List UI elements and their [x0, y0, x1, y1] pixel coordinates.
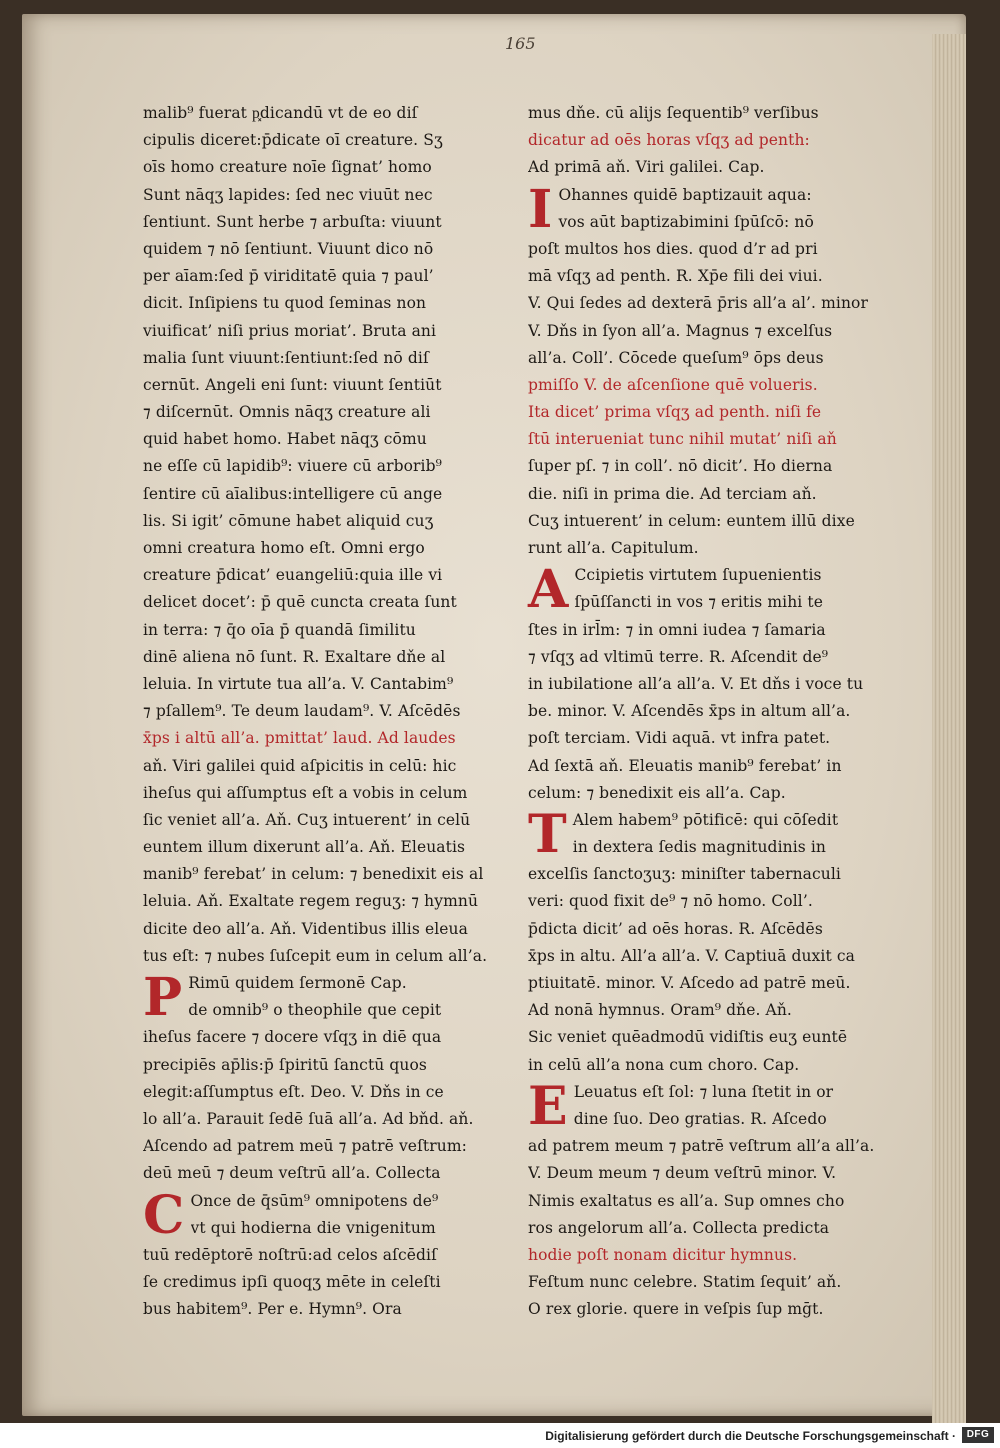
left-text-line — [143, 807, 493, 834]
right-text-line — [528, 100, 878, 127]
right-text-line — [528, 916, 878, 943]
line-text: ⁊ vſqʒ ad vltimū terre. R. Aſcendit de⁹ — [528, 647, 829, 666]
left-text-line — [143, 698, 493, 725]
line-text: ⁊ pſallem⁹. Te deum laudam⁹. V. Aſcēdēs — [143, 702, 461, 721]
line-text: dicit. Inſipiens tu quod ſeminas non — [143, 294, 427, 313]
left-text-line — [143, 644, 493, 671]
line-text: tus eſt: ⁊ nubes ſuſcepit eum in celum all’a. — [143, 946, 488, 965]
line-text: in dextera ſedis magnitudinis in — [572, 838, 827, 857]
left-text-line — [143, 617, 493, 644]
left-text-line — [143, 263, 493, 290]
left-column — [143, 100, 493, 1323]
line-text: ſpūſſancti in vos ⁊ eritis mihi te — [574, 593, 823, 612]
line-text: quid habet homo. Habet nāqʒ cōmu — [143, 430, 427, 449]
line-text: celum: ⁊ benedixit eis all’a. Cap. — [528, 783, 786, 802]
line-text: manib⁹ ferebat’ in celum: ⁊ benedixit eis al — [143, 865, 484, 884]
left-text-line — [188, 997, 493, 1024]
right-text-line — [528, 1215, 878, 1242]
line-text: dinē aliena nō ſunt. R. Exaltare dňe al — [143, 647, 446, 666]
line-text: Alem habem⁹ pōtificē: qui cōſedit — [572, 810, 839, 829]
right-text-line — [528, 1024, 878, 1051]
decorated-initial: E — [528, 1075, 568, 1137]
line-text: bus habitem⁹. Per e. Hymn⁹. Ora — [143, 1300, 402, 1319]
left-text-line — [143, 508, 493, 535]
right-text-line — [528, 997, 878, 1024]
line-text: O rex glorie. quere in veſpis ſup mḡt. — [528, 1300, 824, 1319]
left-text-line — [143, 1160, 493, 1187]
line-text: Rimū quidem ſermonē Cap. — [188, 974, 407, 992]
line-text: ne eſſe cū lapidib⁹: viuere cū arborib⁹ — [143, 457, 442, 476]
left-text-line — [143, 1024, 493, 1051]
line-text: runt all’a. Capitulum. — [528, 539, 699, 557]
left-text-line — [143, 1269, 493, 1296]
line-text: ⁊ diſcernūt. Omnis nāqʒ creature ali — [143, 403, 431, 422]
line-text: in iubilatione all’a all’a. V. Et dňs i voce tu — [528, 674, 864, 693]
line-text: p̄dicta dicit’ ad oēs horas. R. Aſcēdēs — [528, 919, 823, 938]
line-text: Ccipietis virtutem ſupuenientis — [574, 566, 822, 585]
line-text: de omnib⁹ o theophile que cepit — [188, 1001, 442, 1020]
dfg-logo: DFG — [962, 1427, 994, 1443]
left-text-line — [143, 399, 493, 426]
line-text: Sic veniet quēadmodū vidiſtis euʒ euntē — [528, 1028, 848, 1047]
left-text-line — [143, 154, 493, 181]
right-text-line — [528, 1133, 878, 1160]
line-text: dicatur ad oēs horas vſqʒ ad penth: — [528, 131, 810, 150]
line-text: ſuper pſ. ⁊ in coll’. nō dicit’. Ho dierna — [528, 457, 833, 476]
right-text-line — [528, 535, 878, 562]
right-text-line — [528, 372, 878, 399]
line-text: malib⁹ fuerat p͓dicandū vt de eo diſ — [143, 104, 418, 122]
line-text: lo all’a. Parauit ſedē ſuā all’a. Ad bňd. aň. — [143, 1109, 474, 1128]
line-text: ſic veniet all’a. Aň. Cuʒ intuerent’ in celū — [143, 810, 471, 829]
line-text: delicet docet’: p̄ quē cuncta creata ſunt — [143, 593, 457, 612]
decorated-initial: P — [143, 967, 183, 1028]
line-text: euntem illum dixerunt all’a. Aň. Eleuatis — [143, 838, 466, 857]
line-text: ſentiunt. Sunt herbe ⁊ arbuſta: viuunt — [143, 212, 442, 231]
right-text-line — [528, 1052, 878, 1079]
right-text-line — [528, 671, 878, 698]
right-text-line — [558, 209, 878, 236]
line-text: Cuʒ intuerent’ in celum: euntem illū dixe — [528, 511, 855, 530]
left-text-line — [191, 1215, 494, 1242]
right-text-line — [574, 589, 878, 616]
right-text-line — [528, 236, 878, 263]
line-text: Ohannes quidē baptizauit aqua: — [558, 185, 812, 204]
footer-bar — [0, 1423, 1000, 1448]
left-text-line — [143, 725, 493, 752]
line-text: veri: quod fixit de⁹ ⁊ nō homo. Coll’. — [528, 892, 813, 911]
left-text-line — [143, 535, 493, 562]
right-text-line — [528, 753, 878, 780]
line-text: V. Qui ſedes ad dexterā p̄ris all’a al’. minor — [528, 294, 868, 313]
left-text-line — [143, 1079, 493, 1106]
right-column — [528, 100, 878, 1323]
decorated-initial: C — [143, 1184, 185, 1246]
line-text: quidem ⁊ nō ſentiunt. Viuunt dico nō — [143, 239, 434, 258]
right-text-line — [528, 263, 878, 290]
line-text: creature p̄dicat’ euangeliū:quia ille vi — [143, 566, 443, 585]
line-text: cernūt. Angeli eni ſunt: viuunt ſentiūt — [143, 375, 442, 394]
left-text-line — [143, 1296, 493, 1323]
right-text-line — [528, 1160, 878, 1187]
right-text-line — [528, 1296, 878, 1323]
left-text-line — [143, 209, 493, 236]
line-text: precipiēs ap̄lis:p̄ ſpiritū ſanctū quos — [143, 1055, 427, 1074]
left-text-line — [143, 290, 493, 317]
line-text: Nimis exaltatus es all’a. Sup omnes cho — [528, 1191, 845, 1210]
line-text: Ad primā aň. Viri galilei. Cap. — [528, 158, 765, 177]
folio-number: 165 — [505, 34, 536, 53]
left-text-line — [143, 127, 493, 154]
decorated-initial: I — [528, 178, 553, 240]
line-text: Ad ſextā aň. Eleuatis manib⁹ ferebat’ in — [528, 756, 842, 775]
right-text-line — [528, 290, 878, 317]
decorated-initial: T — [528, 803, 567, 865]
line-text: omni creatura homo eſt. Omni ergo — [143, 539, 425, 557]
left-text-line — [143, 1133, 493, 1160]
line-text: tuū redēptorē noſtrū:ad celos aſcēdiſ — [143, 1245, 437, 1264]
left-text-line — [143, 100, 493, 127]
line-text: ſe credimus ipſi quoqʒ mēte in celeſti — [143, 1273, 441, 1292]
right-text-line — [528, 1188, 878, 1215]
left-text-line — [143, 1052, 493, 1079]
right-text-line — [528, 127, 878, 154]
right-text-line — [528, 780, 878, 807]
right-text-line — [528, 644, 878, 671]
line-text: x̄ps in altu. All’a all’a. V. Captiuā duxit ca — [528, 946, 855, 965]
line-text: malia ſunt viuunt:ſentiunt:ſed nō diſ — [143, 348, 429, 367]
left-text-line — [143, 1242, 493, 1269]
line-text: ros angelorum all’a. Collecta predicta — [528, 1218, 830, 1237]
line-text: excelſis ſanctoʒuʒ: miniſter tabernaculi — [528, 865, 841, 884]
right-text-line — [528, 453, 878, 480]
decorated-initial: A — [528, 559, 569, 621]
left-text-line — [143, 753, 493, 780]
left-text-line — [143, 453, 493, 480]
line-text: ptiuitatē. minor. V. Aſcedo ad patrē meū. — [528, 974, 851, 992]
line-text: all’a. Coll’. Cōcede queſum⁹ ōps deus — [528, 348, 824, 367]
line-text: ad patrem meum ⁊ patrē veſtrum all’a all’a. — [528, 1137, 875, 1156]
right-text-line — [528, 508, 878, 535]
right-text-line — [528, 970, 878, 997]
right-text-line — [574, 1106, 878, 1133]
page-edge — [932, 34, 966, 1423]
right-text-line — [528, 154, 878, 181]
line-text: elegit:aſſumptus eſt. Deo. V. Dňs in ce — [143, 1082, 444, 1101]
left-text-line — [143, 943, 493, 970]
line-text: aň. Viri galilei quid aſpicitis in celū: hic — [143, 756, 457, 775]
line-text: V. Dňs in ſyon all’a. Magnus ⁊ excelſus — [528, 321, 833, 340]
left-text-line — [143, 671, 493, 698]
line-text: Aſcendo ad patrem meū ⁊ patrē veſtrum: — [143, 1137, 467, 1156]
line-text: Once de q̄sūm⁹ omnipotens de⁹ — [190, 1191, 439, 1210]
left-text-line — [143, 861, 493, 888]
line-text: Sunt nāqʒ lapides: ſed nec viuūt nec — [143, 185, 433, 204]
right-text-line — [528, 426, 878, 453]
line-text: iheſus qui aſſumptus eſt a vobis in celum — [143, 783, 468, 802]
right-text-line — [528, 888, 878, 915]
line-text: V. Deum meum ⁊ deum veſtrū minor. V. — [528, 1164, 837, 1183]
line-text: oīs homo creature noīe ſignat’ homo — [143, 158, 432, 177]
left-text-line — [143, 345, 493, 372]
line-text: leluia. Aň. Exaltate regem reguʒ: ⁊ hymnū — [143, 892, 479, 911]
left-text-line — [143, 834, 493, 861]
line-text: ſtes in irl̄m: ⁊ in omni iudea ⁊ ſamaria — [528, 620, 826, 639]
line-text: ſentire cū aīalibus:intelligere cū ange — [143, 484, 443, 503]
left-text-line — [143, 481, 493, 508]
right-text-line — [528, 481, 878, 508]
left-text-line — [143, 780, 493, 807]
line-text: Ad nonā hymnus. Oram⁹ dňe. Aň. — [528, 1001, 792, 1020]
right-text-line — [528, 345, 878, 372]
line-text: vos aūt baptizabimini ſpūſcō: nō — [558, 212, 814, 231]
line-text: ſtū interueniat tunc nihil mutat’ niſi aň — [528, 430, 837, 449]
right-text-line — [528, 318, 878, 345]
left-text-line — [143, 589, 493, 616]
right-text-line — [528, 399, 878, 426]
line-text: dicite deo all’a. Aň. Videntibus illis eleua — [143, 919, 468, 938]
line-text: hodie poſt nonam dicitur hymnus. — [528, 1245, 798, 1264]
line-text: die. niſi in prima die. Ad terciam aň. — [528, 484, 817, 503]
right-text-line — [528, 943, 878, 970]
footer-credit: Digitalisierung gefördert durch die Deutsche Forschungsgemeinschaft · — [545, 1429, 956, 1443]
line-text: Leuatus eſt ſol: ⁊ luna ſtetit in or — [573, 1082, 834, 1101]
right-text-line — [528, 1242, 878, 1269]
right-text-line — [528, 617, 878, 644]
line-text: cipulis diceret:p̄dicate oī creature. Sʒ — [143, 131, 443, 150]
line-text: per aīam:ſed p̄ viriditatē quia ⁊ paul’ — [143, 267, 434, 286]
right-text-line — [528, 1269, 878, 1296]
left-text-line — [143, 916, 493, 943]
right-text-line — [528, 698, 878, 725]
line-text: iheſus facere ⁊ docere vſqʒ in diē qua — [143, 1028, 442, 1047]
left-text-line — [143, 236, 493, 263]
line-text: vt qui hodierna die vnigenitum — [190, 1218, 436, 1237]
left-text-line — [143, 426, 493, 453]
line-text: be. minor. V. Aſcendēs x̄ps in altum all’a. — [528, 702, 851, 721]
line-text: lis. Si igit’ cōmune habet aliquid cuʒ — [143, 511, 434, 530]
line-text: dine ſuo. Deo gratias. R. Aſcedo — [573, 1109, 827, 1128]
left-text-line — [143, 562, 493, 589]
left-text-line — [143, 372, 493, 399]
left-text-line — [143, 888, 493, 915]
line-text: deū meū ⁊ deum veſtrū all’a. Collecta — [143, 1164, 441, 1183]
line-text: in celū all’a nona cum choro. Cap. — [528, 1055, 800, 1074]
line-text: Ita dicet’ prima vſqʒ ad penth. niſi fe — [528, 403, 822, 422]
line-text: viuificat’ niſi prius moriat’. Bruta ani — [143, 321, 437, 340]
left-text-line — [143, 1106, 493, 1133]
line-text: x̄ps i altū all’a. pmittat’ laud. Ad laudes — [143, 729, 456, 748]
line-text: in terra: ⁊ q̄o oīa p̄ quandā ſimilitu — [143, 620, 416, 639]
line-text: poſt terciam. Vidi aquā. vt infra patet. — [528, 729, 831, 748]
line-text: mus dňe. cū alijs ſequentib⁹ verſibus — [528, 104, 819, 122]
left-text-line — [143, 318, 493, 345]
right-text-line — [528, 861, 878, 888]
left-text-line — [143, 182, 493, 209]
line-text: poſt multos hos dies. quod d’r ad pri — [528, 239, 818, 258]
line-text: Feſtum nunc celebre. Statim ſequit’ aň. — [528, 1273, 842, 1292]
line-text: leluia. In virtute tua all’a. V. Cantabim⁹ — [143, 674, 454, 693]
line-text: pmiſſo V. de aſcenſione quē volueris. — [528, 375, 818, 394]
right-text-line — [528, 725, 878, 752]
line-text: mā vſqʒ ad penth. R. Xp̄e fili dei viui. — [528, 267, 823, 286]
right-text-line — [573, 834, 878, 861]
